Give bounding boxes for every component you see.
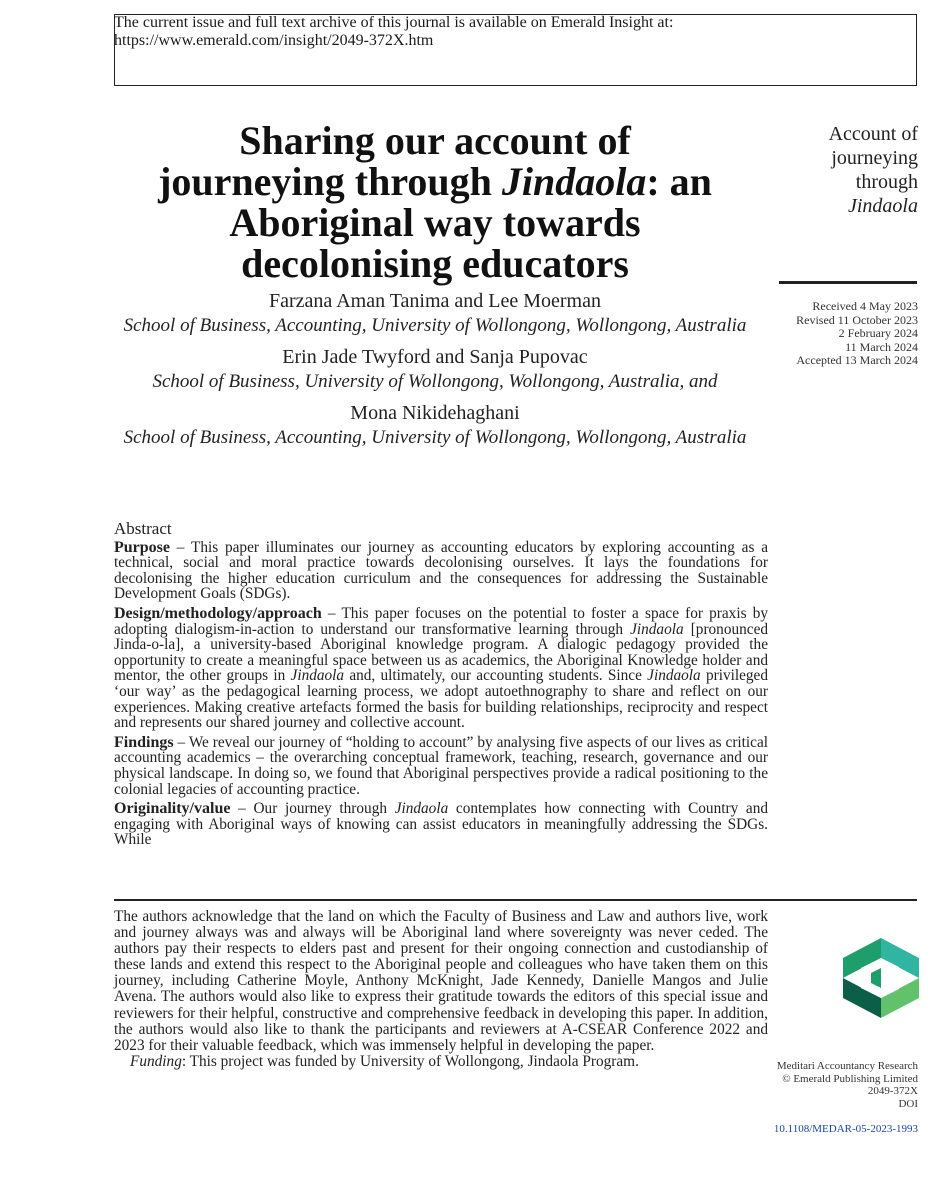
logo-hex-right <box>881 978 919 1018</box>
design-em-3: Jindaola <box>647 667 701 685</box>
date-revised-2: 2 February 2024 <box>838 326 918 341</box>
findings-label: Findings <box>114 733 174 751</box>
author-affiliation-1: School of Business, Accounting, University of Wollongong, Wollongong, Australia <box>123 315 747 336</box>
author-names-1: Farzana Aman Tanima and Lee Moerman <box>269 290 601 312</box>
doi-label: DOI <box>898 1097 918 1110</box>
doi-line <box>760 1098 918 1136</box>
abstract <box>114 521 768 852</box>
archive-text: The current issue and full text archive of this journal is available on Emerald Insight at: <box>114 14 674 31</box>
doi-link[interactable]: 10.1108/MEDAR-05-2023-1993 <box>773 1122 918 1135</box>
running-head <box>775 122 918 218</box>
author-names-3: Mona Nikidehaghani <box>350 402 520 424</box>
abstract-design <box>114 606 768 731</box>
title-line-2-em: Jindaola <box>501 159 647 204</box>
running-head-line-2: journeying <box>831 147 918 169</box>
design-label: Design/methodology/approach <box>114 604 322 622</box>
title-line-2-post: : an <box>646 159 712 204</box>
design-em-2: Jindaola <box>290 667 345 685</box>
running-head-line-1: Account of <box>828 123 918 145</box>
date-revised-1: Revised 11 October 2023 <box>796 312 918 327</box>
findings-text: – We reveal our journey of “holding to account” by analysing five aspects of our lives as critical accounting academics – the overarching conceptual framework, teaching, research, governance and our physical landscape. In doing so, we found that Aboriginal perspectives provide a radical positioning to the colonial legacies of accounting practice. <box>114 733 768 798</box>
title-line-4: decolonising educators <box>241 241 629 286</box>
publication-info <box>760 1060 918 1135</box>
author-block <box>112 288 758 456</box>
design-text-1: – This paper focuses on the potential to foster a space for praxis by adopting dialogism-in-action to understand our transformative learning through <box>114 604 768 638</box>
design-text-4: privileged ‘our way’ as the pedagogical learning process, we adopt autoethnography to share and reflect on our experiences. Making creative artefacts formed the basis for building relationships, reciprocity and respect and represents our shared journey and collective account. <box>114 667 768 732</box>
footnote-rule <box>114 899 917 901</box>
date-revised-3: 11 March 2024 <box>845 339 918 354</box>
abstract-originality <box>114 801 768 848</box>
purpose-label: Purpose <box>114 538 170 556</box>
originality-em: Jindaola <box>394 800 449 818</box>
title-line-3: Aboriginal way towards <box>229 200 641 245</box>
author-affiliation-3: School of Business, Accounting, University of Wollongong, Wollongong, Australia <box>123 427 747 448</box>
running-head-line-4: Jindaola <box>848 195 918 217</box>
abstract-purpose <box>114 540 768 602</box>
running-head-rule <box>779 281 917 284</box>
originality-text-1: – Our journey through <box>230 800 395 818</box>
purpose-text: – This paper illuminates our journey as accounting educators by exploring accounting as a technical, social and moral practice towards decolonising ourselves. It lays the foundations for decolonising the higher education curriculum and the consequences for addressing the Sustainable Development Goals (SDGs). <box>114 538 768 603</box>
submission-dates <box>760 300 918 368</box>
design-em-1: Jindaola <box>630 620 684 638</box>
design-text-2: [pronounced Jinda-o-la], a university-based Aboriginal knowledge program. A dialogic pedagogy provided the opportunity to create a meaningful space between us as academics, the Aboriginal Knowledge holder and mentor, the other groups in <box>114 620 769 685</box>
funding-text: : This project was funded by University of Wollongong, Jindaola Program. <box>181 1052 639 1070</box>
logo-hex-top-right <box>881 938 919 978</box>
funding-note <box>114 1054 768 1070</box>
design-text-3: and, ultimately, our accounting students. Since <box>344 667 648 685</box>
funding-label: Funding <box>130 1052 182 1070</box>
originality-text-2: contemplates how connecting with Country and engaging with Aboriginal ways of knowing can assist educators in meaningfully addressing the SDGs. While <box>114 800 768 849</box>
issn: 2049-372X <box>867 1085 918 1097</box>
title-line-1: Sharing our account of <box>239 118 631 163</box>
archive-link[interactable]: https://www.emerald.com/insight/2049-372X.htm <box>114 32 434 49</box>
archive-notice <box>114 14 917 86</box>
author-affiliation-2: School of Business, University of Wollongong, Wollongong, Australia, and <box>152 371 718 392</box>
author-names-2: Erin Jade Twyford and Sanja Pupovac <box>282 346 588 368</box>
footnote <box>114 909 768 1070</box>
acknowledgement: The authors acknowledge that the land on which the Faculty of Business and Law and authors live, work and journey always was and always will be Aboriginal land where sovereignty was never ceded. The authors pay their respects to elders past and present for their ongoing connection and custodianship of these lands and extend this respect to the Aboriginal people and colleagues who have taken them on this journey, including Catherine Moyle, Anthony McKnight, Jade Kennedy, Danielle Mangos and Julie Avena. The authors would also like to express their gratitude towards the editors of this special issue and reviewers for their helpful, constructive and comprehensive feedback in developing this paper. In addition, the authors would also like to thank the participants and reviewers at A-CSEAR Conference 2022 and 2023 for their valuable feedback, which was immensely helpful in developing the paper. <box>114 908 768 1054</box>
emerald-logo-icon <box>843 938 919 1018</box>
running-head-line-3: through <box>855 171 918 193</box>
title-line-2 <box>112 161 758 202</box>
date-received: Received 4 May 2023 <box>812 299 918 313</box>
abstract-heading: Abstract <box>114 519 172 538</box>
originality-label: Originality/value <box>114 800 231 818</box>
journal-name: Meditari Accountancy Research <box>776 1060 918 1072</box>
copyright: © Emerald Publishing Limited <box>782 1072 918 1085</box>
article-title <box>112 120 758 284</box>
abstract-findings <box>114 735 768 797</box>
date-accepted: Accepted 13 March 2024 <box>796 353 918 368</box>
title-line-2-pre: journeying through <box>158 159 502 204</box>
